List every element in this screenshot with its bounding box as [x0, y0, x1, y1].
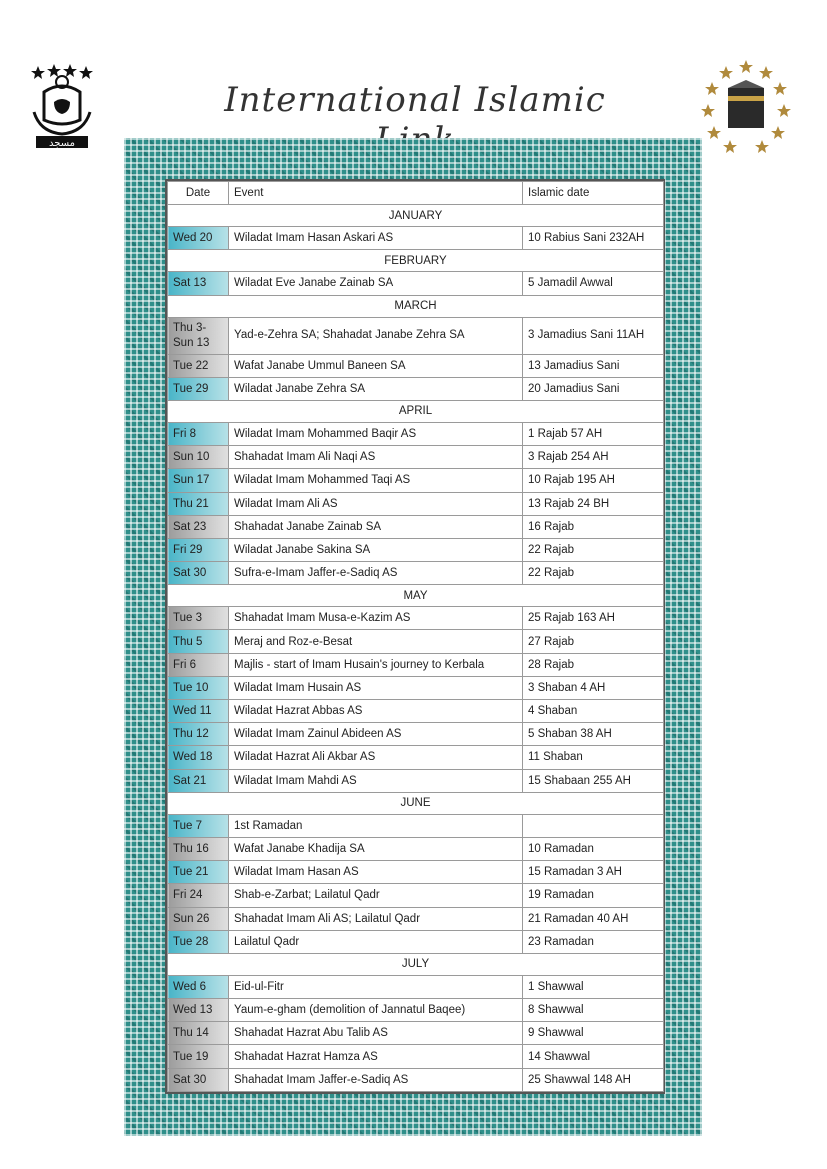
table-row [168, 317, 664, 354]
islamic-date-cell: 9 Shawwal [523, 1022, 664, 1045]
event-cell: Wafat Janabe Khadija SA [229, 837, 523, 860]
event-cell: Yad-e-Zehra SA; Shahadat Janabe Zehra SA [229, 317, 523, 354]
month-name: APRIL [168, 400, 664, 422]
date-cell: Tue 19 [168, 1045, 229, 1068]
month-name: JANUARY [168, 205, 664, 227]
date-cell: Thu 12 [168, 723, 229, 746]
event-cell: Wafat Janabe Ummul Baneen SA [229, 354, 523, 377]
date-cell: Wed 13 [168, 999, 229, 1022]
islamic-date-cell: 5 Jamadil Awwal [523, 272, 664, 295]
event-cell: Wiladat Janabe Zehra SA [229, 377, 523, 400]
month-header-row [168, 585, 664, 607]
event-cell: Shahadat Imam Ali AS; Lailatul Qadr [229, 907, 523, 930]
table-row [168, 837, 664, 860]
event-cell: Wiladat Imam Ali AS [229, 492, 523, 515]
event-cell: Wiladat Janabe Sakina SA [229, 538, 523, 561]
table-row [168, 515, 664, 538]
date-cell: Thu 14 [168, 1022, 229, 1045]
date-cell: Tue 28 [168, 930, 229, 953]
event-cell: Sufra-e-Imam Jaffer-e-Sadiq AS [229, 562, 523, 585]
date-cell: Tue 22 [168, 354, 229, 377]
date-cell: Thu 5 [168, 630, 229, 653]
event-cell: Lailatul Qadr [229, 930, 523, 953]
month-header-row [168, 205, 664, 227]
date-cell: Fri 8 [168, 422, 229, 445]
islamic-date-cell: 22 Rajab [523, 562, 664, 585]
date-cell: Thu 21 [168, 492, 229, 515]
month-header-row [168, 792, 664, 814]
islamic-date-cell: 27 Rajab [523, 630, 664, 653]
table-header-row [168, 182, 664, 205]
event-cell: Shahadat Imam Jaffer-e-Sadiq AS [229, 1068, 523, 1091]
month-header-row [168, 295, 664, 317]
islamic-date-cell [523, 814, 664, 837]
table-row [168, 861, 664, 884]
table-row [168, 538, 664, 561]
table-row [168, 469, 664, 492]
table-row [168, 1068, 664, 1091]
table-row [168, 1045, 664, 1068]
event-cell: Wiladat Imam Hasan AS [229, 861, 523, 884]
table-row [168, 272, 664, 295]
date-cell: Wed 20 [168, 227, 229, 250]
table-row [168, 723, 664, 746]
month-header-row [168, 953, 664, 975]
date-cell: Fri 6 [168, 653, 229, 676]
date-cell: Wed 11 [168, 700, 229, 723]
table-row [168, 769, 664, 792]
table-row [168, 562, 664, 585]
islamic-date-cell: 10 Rajab 195 AH [523, 469, 664, 492]
table-row [168, 377, 664, 400]
date-cell: Sat 23 [168, 515, 229, 538]
table-row [168, 700, 664, 723]
date-cell: Tue 29 [168, 377, 229, 400]
event-cell: Yaum-e-gham (demolition of Jannatul Baqee) [229, 999, 523, 1022]
table-row [168, 653, 664, 676]
logo-left-lettering: مسجد [49, 138, 75, 149]
table-row [168, 907, 664, 930]
event-cell: Shahadat Janabe Zainab SA [229, 515, 523, 538]
event-cell: Wiladat Imam Husain AS [229, 676, 523, 699]
event-cell: Wiladat Hazrat Abbas AS [229, 700, 523, 723]
islamic-date-cell: 15 Ramadan 3 AH [523, 861, 664, 884]
table-row [168, 999, 664, 1022]
date-cell: Sat 21 [168, 769, 229, 792]
event-cell: Shahadat Imam Ali Naqi AS [229, 446, 523, 469]
date-cell: Sun 17 [168, 469, 229, 492]
event-cell: Eid-ul-Fitr [229, 975, 523, 998]
islamic-date-cell: 3 Shaban 4 AH [523, 676, 664, 699]
islamic-date-cell: 25 Rajab 163 AH [523, 607, 664, 630]
table-row [168, 607, 664, 630]
month-header-row [168, 400, 664, 422]
table-row [168, 930, 664, 953]
islamic-date-cell: 10 Rabius Sani 232AH [523, 227, 664, 250]
islamic-date-cell: 10 Ramadan [523, 837, 664, 860]
event-cell: Wiladat Imam Hasan Askari AS [229, 227, 523, 250]
islamic-date-cell: 13 Jamadius Sani [523, 354, 664, 377]
islamic-date-cell: 13 Rajab 24 BH [523, 492, 664, 515]
date-cell: Tue 21 [168, 861, 229, 884]
islamic-date-cell: 3 Jamadius Sani 11AH [523, 317, 664, 354]
islamic-date-cell: 5 Shaban 38 AH [523, 723, 664, 746]
islamic-date-cell: 14 Shawwal [523, 1045, 664, 1068]
event-cell: 1st Ramadan [229, 814, 523, 837]
date-cell: Thu 3- Sun 13 [168, 317, 229, 354]
date-cell: Sun 10 [168, 446, 229, 469]
date-cell: Fri 24 [168, 884, 229, 907]
table-row [168, 446, 664, 469]
column-header-date: Date [168, 182, 229, 205]
islamic-date-cell: 4 Shaban [523, 700, 664, 723]
date-cell: Sat 13 [168, 272, 229, 295]
event-cell: Wiladat Imam Mohammed Taqi AS [229, 469, 523, 492]
table-row [168, 630, 664, 653]
table-row [168, 227, 664, 250]
event-cell: Meraj and Roz-e-Besat [229, 630, 523, 653]
month-name: JUNE [168, 792, 664, 814]
event-cell: Wiladat Imam Mahdi AS [229, 769, 523, 792]
date-cell: Tue 10 [168, 676, 229, 699]
islamic-date-cell: 20 Jamadius Sani [523, 377, 664, 400]
event-cell: Majlis - start of Imam Husain's journey to Kerbala [229, 653, 523, 676]
table-row [168, 492, 664, 515]
table-row [168, 1022, 664, 1045]
table-row [168, 814, 664, 837]
islamic-date-cell: 3 Rajab 254 AH [523, 446, 664, 469]
date-cell: Tue 7 [168, 814, 229, 837]
table-body [168, 205, 664, 1092]
date-cell: Tue 3 [168, 607, 229, 630]
date-cell: Sat 30 [168, 1068, 229, 1091]
column-header-islamic-date: Islamic date [523, 182, 664, 205]
event-cell: Shahadat Hazrat Hamza AS [229, 1045, 523, 1068]
page-title: International Islamic [224, 80, 606, 120]
islamic-date-cell: 19 Ramadan [523, 884, 664, 907]
event-cell: Shahadat Hazrat Abu Talib AS [229, 1022, 523, 1045]
table-row [168, 422, 664, 445]
kaaba-stars-icon [700, 58, 792, 154]
islamic-date-cell: 1 Shawwal [523, 975, 664, 998]
month-name: MARCH [168, 295, 664, 317]
event-cell: Wiladat Imam Mohammed Baqir AS [229, 422, 523, 445]
event-cell: Shahadat Imam Musa-e-Kazim AS [229, 607, 523, 630]
islamic-date-cell: 25 Shawwal 148 AH [523, 1068, 664, 1091]
date-cell: Wed 6 [168, 975, 229, 998]
islamic-date-cell: 1 Rajab 57 AH [523, 422, 664, 445]
event-cell: Wiladat Hazrat Ali Akbar AS [229, 746, 523, 769]
event-cell: Wiladat Eve Janabe Zainab SA [229, 272, 523, 295]
islamic-date-cell: 21 Ramadan 40 AH [523, 907, 664, 930]
mosque-logo-icon [30, 62, 94, 152]
table-row [168, 746, 664, 769]
events-table-container [165, 179, 665, 1094]
events-table [167, 181, 664, 1092]
islamic-date-cell: 28 Rajab [523, 653, 664, 676]
column-header-event: Event [229, 182, 523, 205]
event-cell: Shab-e-Zarbat; Lailatul Qadr [229, 884, 523, 907]
islamic-date-cell: 11 Shaban [523, 746, 664, 769]
event-cell: Wiladat Imam Zainul Abideen AS [229, 723, 523, 746]
islamic-date-cell: 22 Rajab [523, 538, 664, 561]
table-row [168, 354, 664, 377]
month-name: FEBRUARY [168, 250, 664, 272]
islamic-date-cell: 16 Rajab [523, 515, 664, 538]
islamic-date-cell: 8 Shawwal [523, 999, 664, 1022]
islamic-date-cell: 23 Ramadan [523, 930, 664, 953]
date-cell: Fri 29 [168, 538, 229, 561]
table-row [168, 676, 664, 699]
month-header-row [168, 250, 664, 272]
date-cell: Wed 18 [168, 746, 229, 769]
islamic-date-cell: 15 Shabaan 255 AH [523, 769, 664, 792]
date-cell: Thu 16 [168, 837, 229, 860]
month-name: MAY [168, 585, 664, 607]
table-row [168, 975, 664, 998]
table-row [168, 884, 664, 907]
month-name: JULY [168, 953, 664, 975]
date-cell: Sun 26 [168, 907, 229, 930]
date-cell: Sat 30 [168, 562, 229, 585]
